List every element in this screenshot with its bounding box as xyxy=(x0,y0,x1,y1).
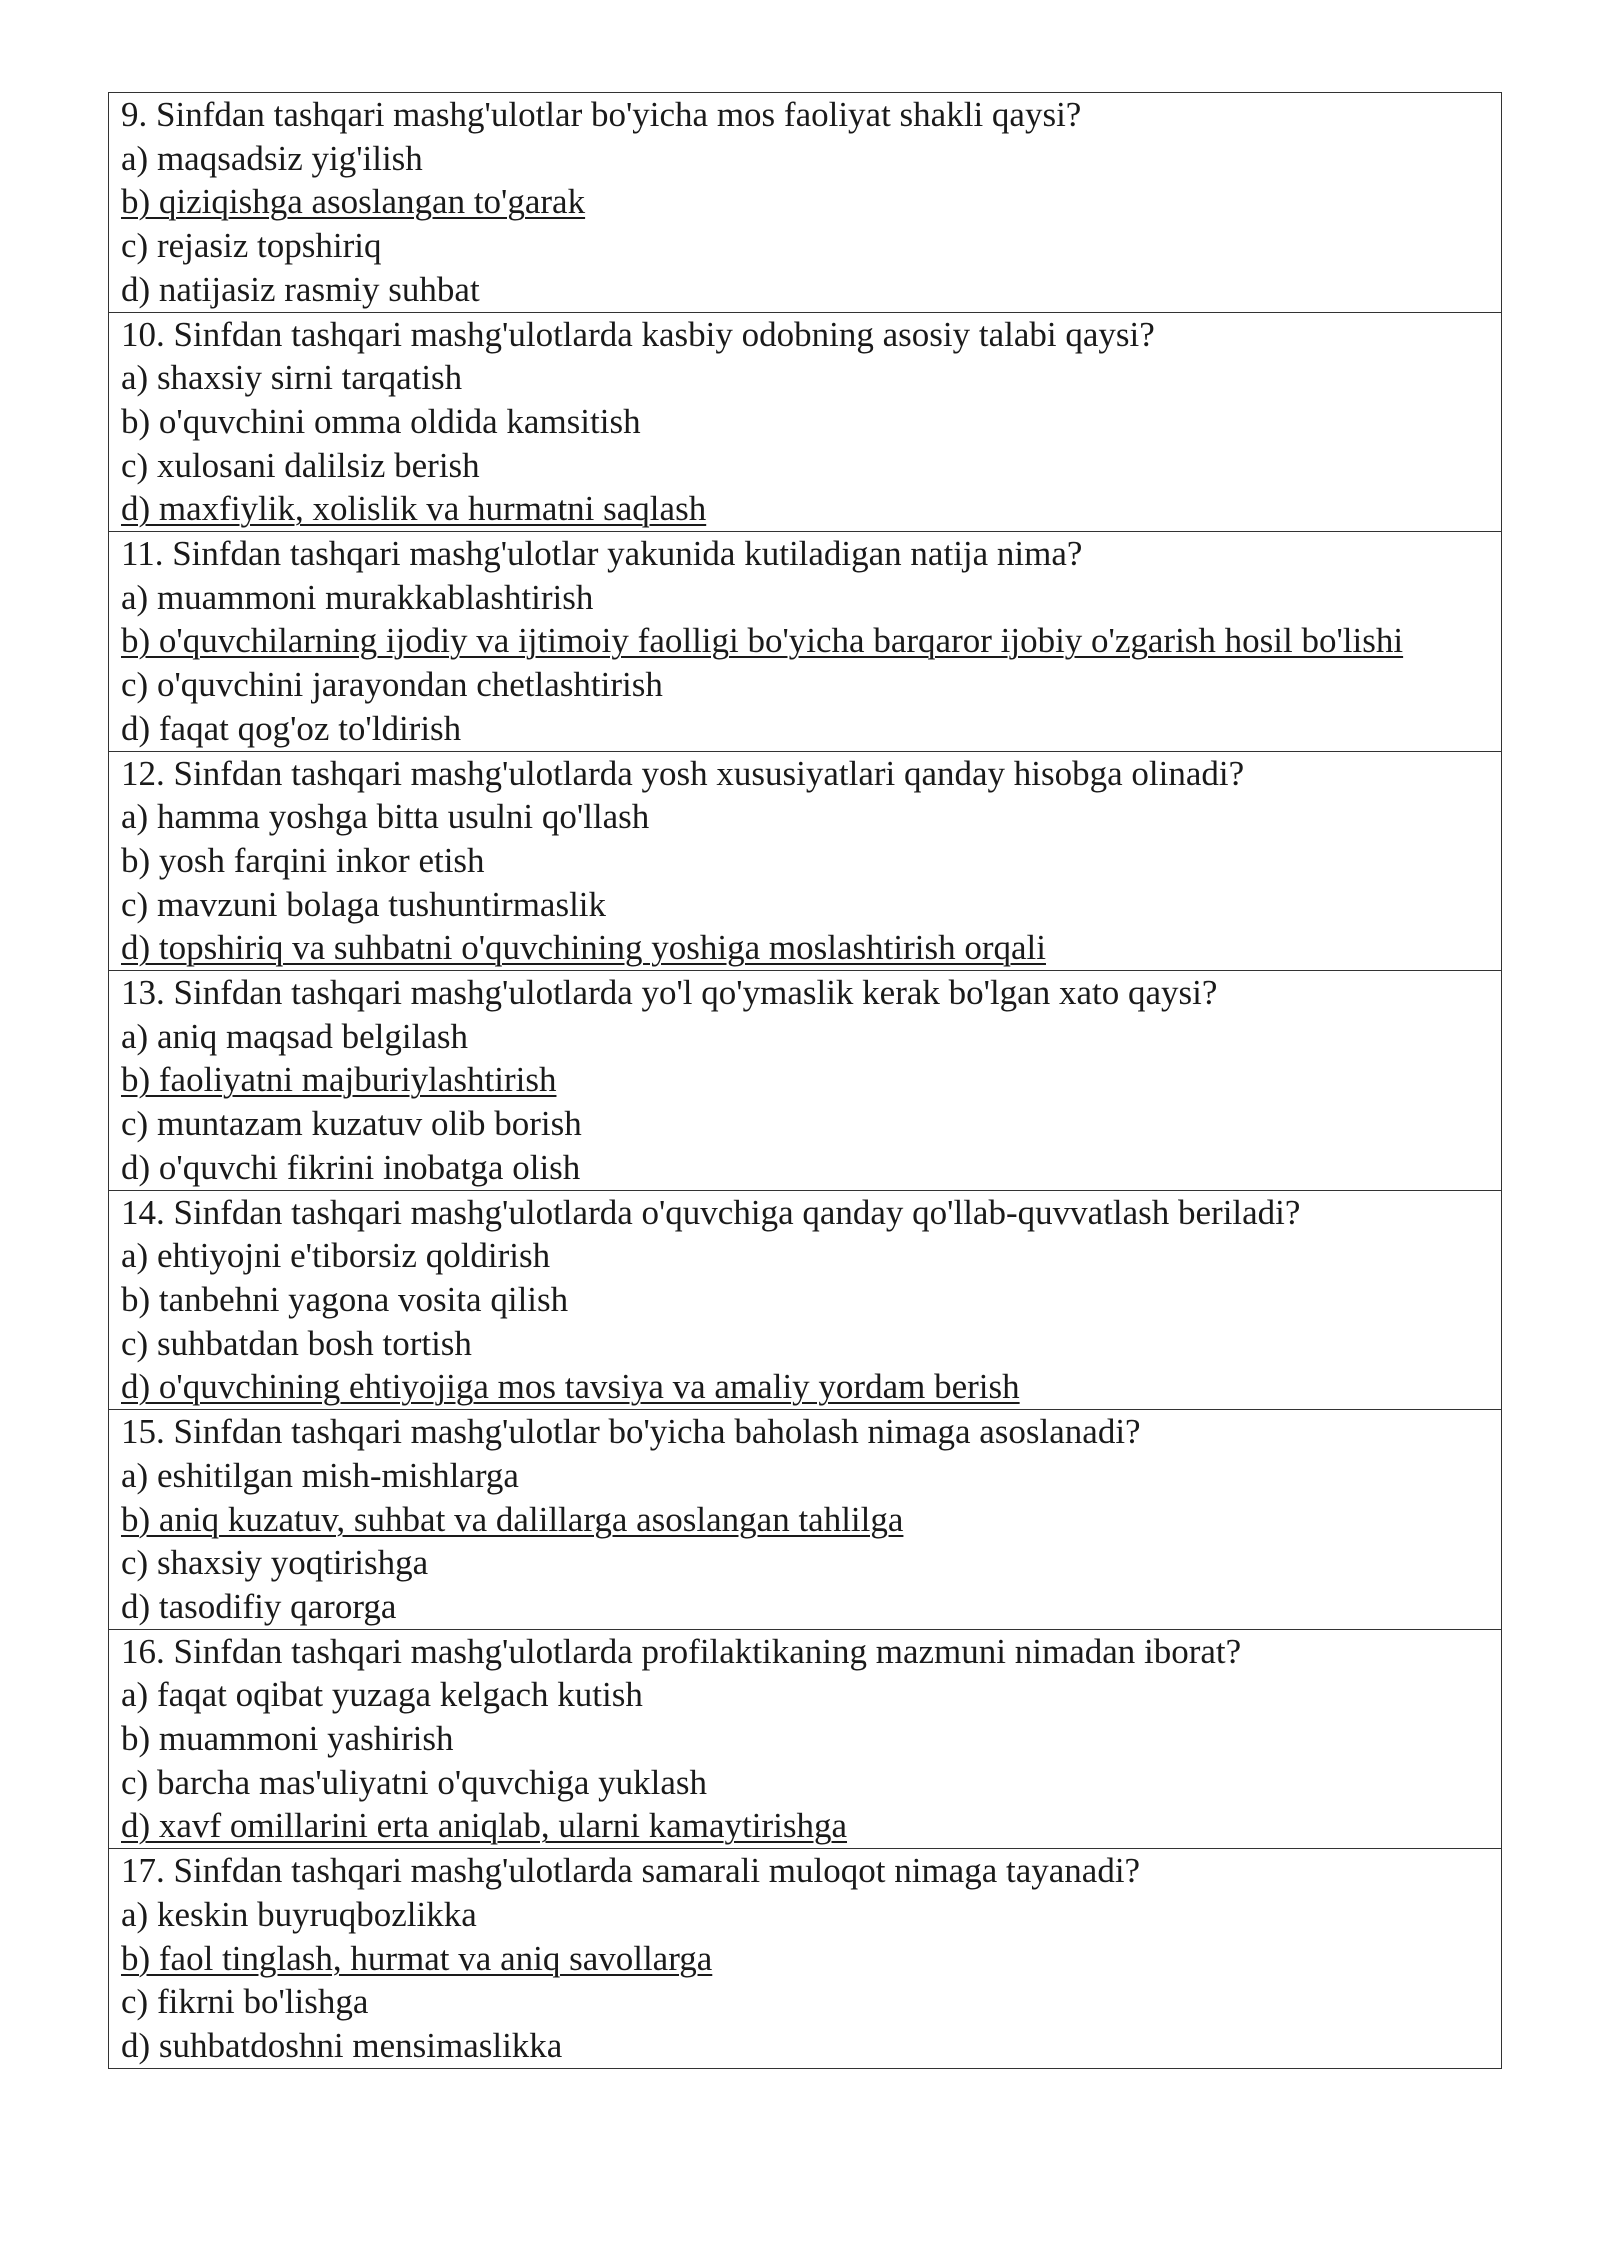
option-line xyxy=(121,926,1489,970)
option-line xyxy=(121,1234,1489,1278)
option-line xyxy=(121,1585,1489,1629)
question-cell xyxy=(109,971,1502,1191)
option-c: c) fikrni bo'lishga xyxy=(121,1982,369,2022)
option-c: c) shaxsiy yoqtirishga xyxy=(121,1543,429,1583)
question-cell xyxy=(109,93,1502,313)
option-b: b) o'quvchini omma oldida kamsitish xyxy=(121,401,641,441)
option-c: c) barcha mas'uliyatni o'quvchiga yuklash xyxy=(121,1762,708,1802)
option-line xyxy=(121,487,1489,531)
option-line xyxy=(121,1761,1489,1805)
option-line xyxy=(121,707,1489,751)
option-line xyxy=(121,1278,1489,1322)
quiz-table-body xyxy=(109,93,1502,2069)
option-c: c) xulosani dalilsiz berish xyxy=(121,445,480,485)
option-a: a) faqat oqibat yuzaga kelgach kutish xyxy=(121,1675,643,1715)
option-line xyxy=(121,1717,1489,1761)
option-line xyxy=(121,839,1489,883)
option-line xyxy=(121,137,1489,181)
question-row xyxy=(109,1410,1502,1630)
option-line xyxy=(121,883,1489,927)
question-text: 11. Sinfdan tashqari mashg'ulotlar yakunida kutiladigan natija nima? xyxy=(121,534,1083,574)
option-d: d) natijasiz rasmiy suhbat xyxy=(121,269,480,309)
option-line xyxy=(121,619,1489,663)
question-row xyxy=(109,971,1502,1191)
question-text: 16. Sinfdan tashqari mashg'ulotlarda profilaktikaning mazmuni nimadan iborat? xyxy=(121,1631,1242,1671)
option-a: a) eshitilgan mish-mishlarga xyxy=(121,1455,519,1495)
option-line xyxy=(121,2024,1489,2068)
option-a: a) ehtiyojni e'tiborsiz qoldirish xyxy=(121,1236,551,1276)
option-line xyxy=(121,1498,1489,1542)
option-b-correct: b) qiziqishga asoslangan to'garak xyxy=(121,182,586,222)
option-c: c) o'quvchini jarayondan chetlashtirish xyxy=(121,665,663,705)
question-cell xyxy=(109,1410,1502,1630)
option-d: d) faqat qog'oz to'ldirish xyxy=(121,708,462,748)
question-text: 13. Sinfdan tashqari mashg'ulotlarda yo'l qo'ymaslik kerak bo'lgan xato qaysi? xyxy=(121,973,1218,1013)
option-line xyxy=(121,1893,1489,1937)
option-line xyxy=(121,1365,1489,1409)
option-a: a) keskin buyruqbozlikka xyxy=(121,1894,477,1934)
question-row xyxy=(109,312,1502,532)
option-a: a) aniq maqsad belgilash xyxy=(121,1016,468,1056)
option-b: b) muammoni yashirish xyxy=(121,1719,454,1759)
option-b-correct: b) faoliyatni majburiylashtirish xyxy=(121,1060,557,1100)
question-text: 15. Sinfdan tashqari mashg'ulotlar bo'yicha baholash nimaga asoslanadi? xyxy=(121,1412,1141,1452)
option-c: c) rejasiz topshiriq xyxy=(121,226,382,266)
option-d: d) tasodifiy qarorga xyxy=(121,1586,397,1626)
option-line xyxy=(121,1015,1489,1059)
option-line xyxy=(121,356,1489,400)
option-line xyxy=(121,444,1489,488)
option-line xyxy=(121,400,1489,444)
question-cell xyxy=(109,532,1502,752)
option-line xyxy=(121,1322,1489,1366)
option-b-correct: b) o'quvchilarning ijodiy va ijtimoiy faolligi bo'yicha barqaror ijobiy o'zgarish hosil bo'lishi xyxy=(121,621,1404,661)
option-line xyxy=(121,1146,1489,1190)
question-cell xyxy=(109,1849,1502,2069)
question-row xyxy=(109,532,1502,752)
question-cell xyxy=(109,751,1502,971)
option-line xyxy=(121,1454,1489,1498)
option-line xyxy=(121,1541,1489,1585)
option-line xyxy=(121,1102,1489,1146)
question-row xyxy=(109,93,1502,313)
question-cell xyxy=(109,312,1502,532)
option-a: a) hamma yoshga bitta usulni qo'llash xyxy=(121,797,650,837)
question-text: 10. Sinfdan tashqari mashg'ulotlarda kasbiy odobning asosiy talabi qaysi? xyxy=(121,314,1155,354)
option-d-correct: d) o'quvchining ehtiyojiga mos tavsiya va amaliy yordam berish xyxy=(121,1367,1020,1407)
option-line xyxy=(121,224,1489,268)
option-c: c) suhbatdan bosh tortish xyxy=(121,1323,472,1363)
option-d-correct: d) maxfiylik, xolislik va hurmatni saqlash xyxy=(121,489,707,529)
option-c: c) muntazam kuzatuv olib borish xyxy=(121,1104,582,1144)
option-line xyxy=(121,1980,1489,2024)
option-line xyxy=(121,268,1489,312)
option-d: d) o'quvchi fikrini inobatga olish xyxy=(121,1147,581,1187)
option-line xyxy=(121,576,1489,620)
option-line xyxy=(121,1673,1489,1717)
option-b-correct: b) aniq kuzatuv, suhbat va dalillarga asoslangan tahlilga xyxy=(121,1499,904,1539)
question-row xyxy=(109,1629,1502,1849)
option-line xyxy=(121,1058,1489,1102)
option-c: c) mavzuni bolaga tushuntirmaslik xyxy=(121,884,607,924)
option-b: b) tanbehni yagona vosita qilish xyxy=(121,1279,569,1319)
question-row xyxy=(109,1849,1502,2069)
option-b-correct: b) faol tinglash, hurmat va aniq savollarga xyxy=(121,1938,713,1978)
question-text: 17. Sinfdan tashqari mashg'ulotlarda samarali muloqot nimaga tayanadi? xyxy=(121,1851,1141,1891)
option-line xyxy=(121,1937,1489,1981)
option-b: b) yosh farqini inkor etish xyxy=(121,840,485,880)
option-line xyxy=(121,795,1489,839)
option-line xyxy=(121,180,1489,224)
option-d-correct: d) topshiriq va suhbatni o'quvchining yoshiga moslashtirish orqali xyxy=(121,928,1046,968)
option-d-correct: d) xavf omillarini erta aniqlab, ularni kamaytirishga xyxy=(121,1806,848,1846)
option-a: a) maqsadsiz yig'ilish xyxy=(121,138,423,178)
question-row xyxy=(109,1190,1502,1410)
question-text: 9. Sinfdan tashqari mashg'ulotlar bo'yicha mos faoliyat shakli qaysi? xyxy=(121,95,1082,134)
option-a: a) shaxsiy sirni tarqatish xyxy=(121,358,463,398)
question-cell xyxy=(109,1190,1502,1410)
option-line xyxy=(121,1804,1489,1848)
question-text: 12. Sinfdan tashqari mashg'ulotlarda yosh xususiyatlari qanday hisobga olinadi? xyxy=(121,753,1245,793)
option-d: d) suhbatdoshni mensimaslikka xyxy=(121,2025,563,2065)
question-cell xyxy=(109,1629,1502,1849)
option-a: a) muammoni murakkablashtirish xyxy=(121,577,594,617)
option-line xyxy=(121,663,1489,707)
question-row xyxy=(109,751,1502,971)
quiz-table xyxy=(108,92,1502,2069)
question-text: 14. Sinfdan tashqari mashg'ulotlarda o'quvchiga qanday qo'llab-quvvatlash beriladi? xyxy=(121,1192,1301,1232)
